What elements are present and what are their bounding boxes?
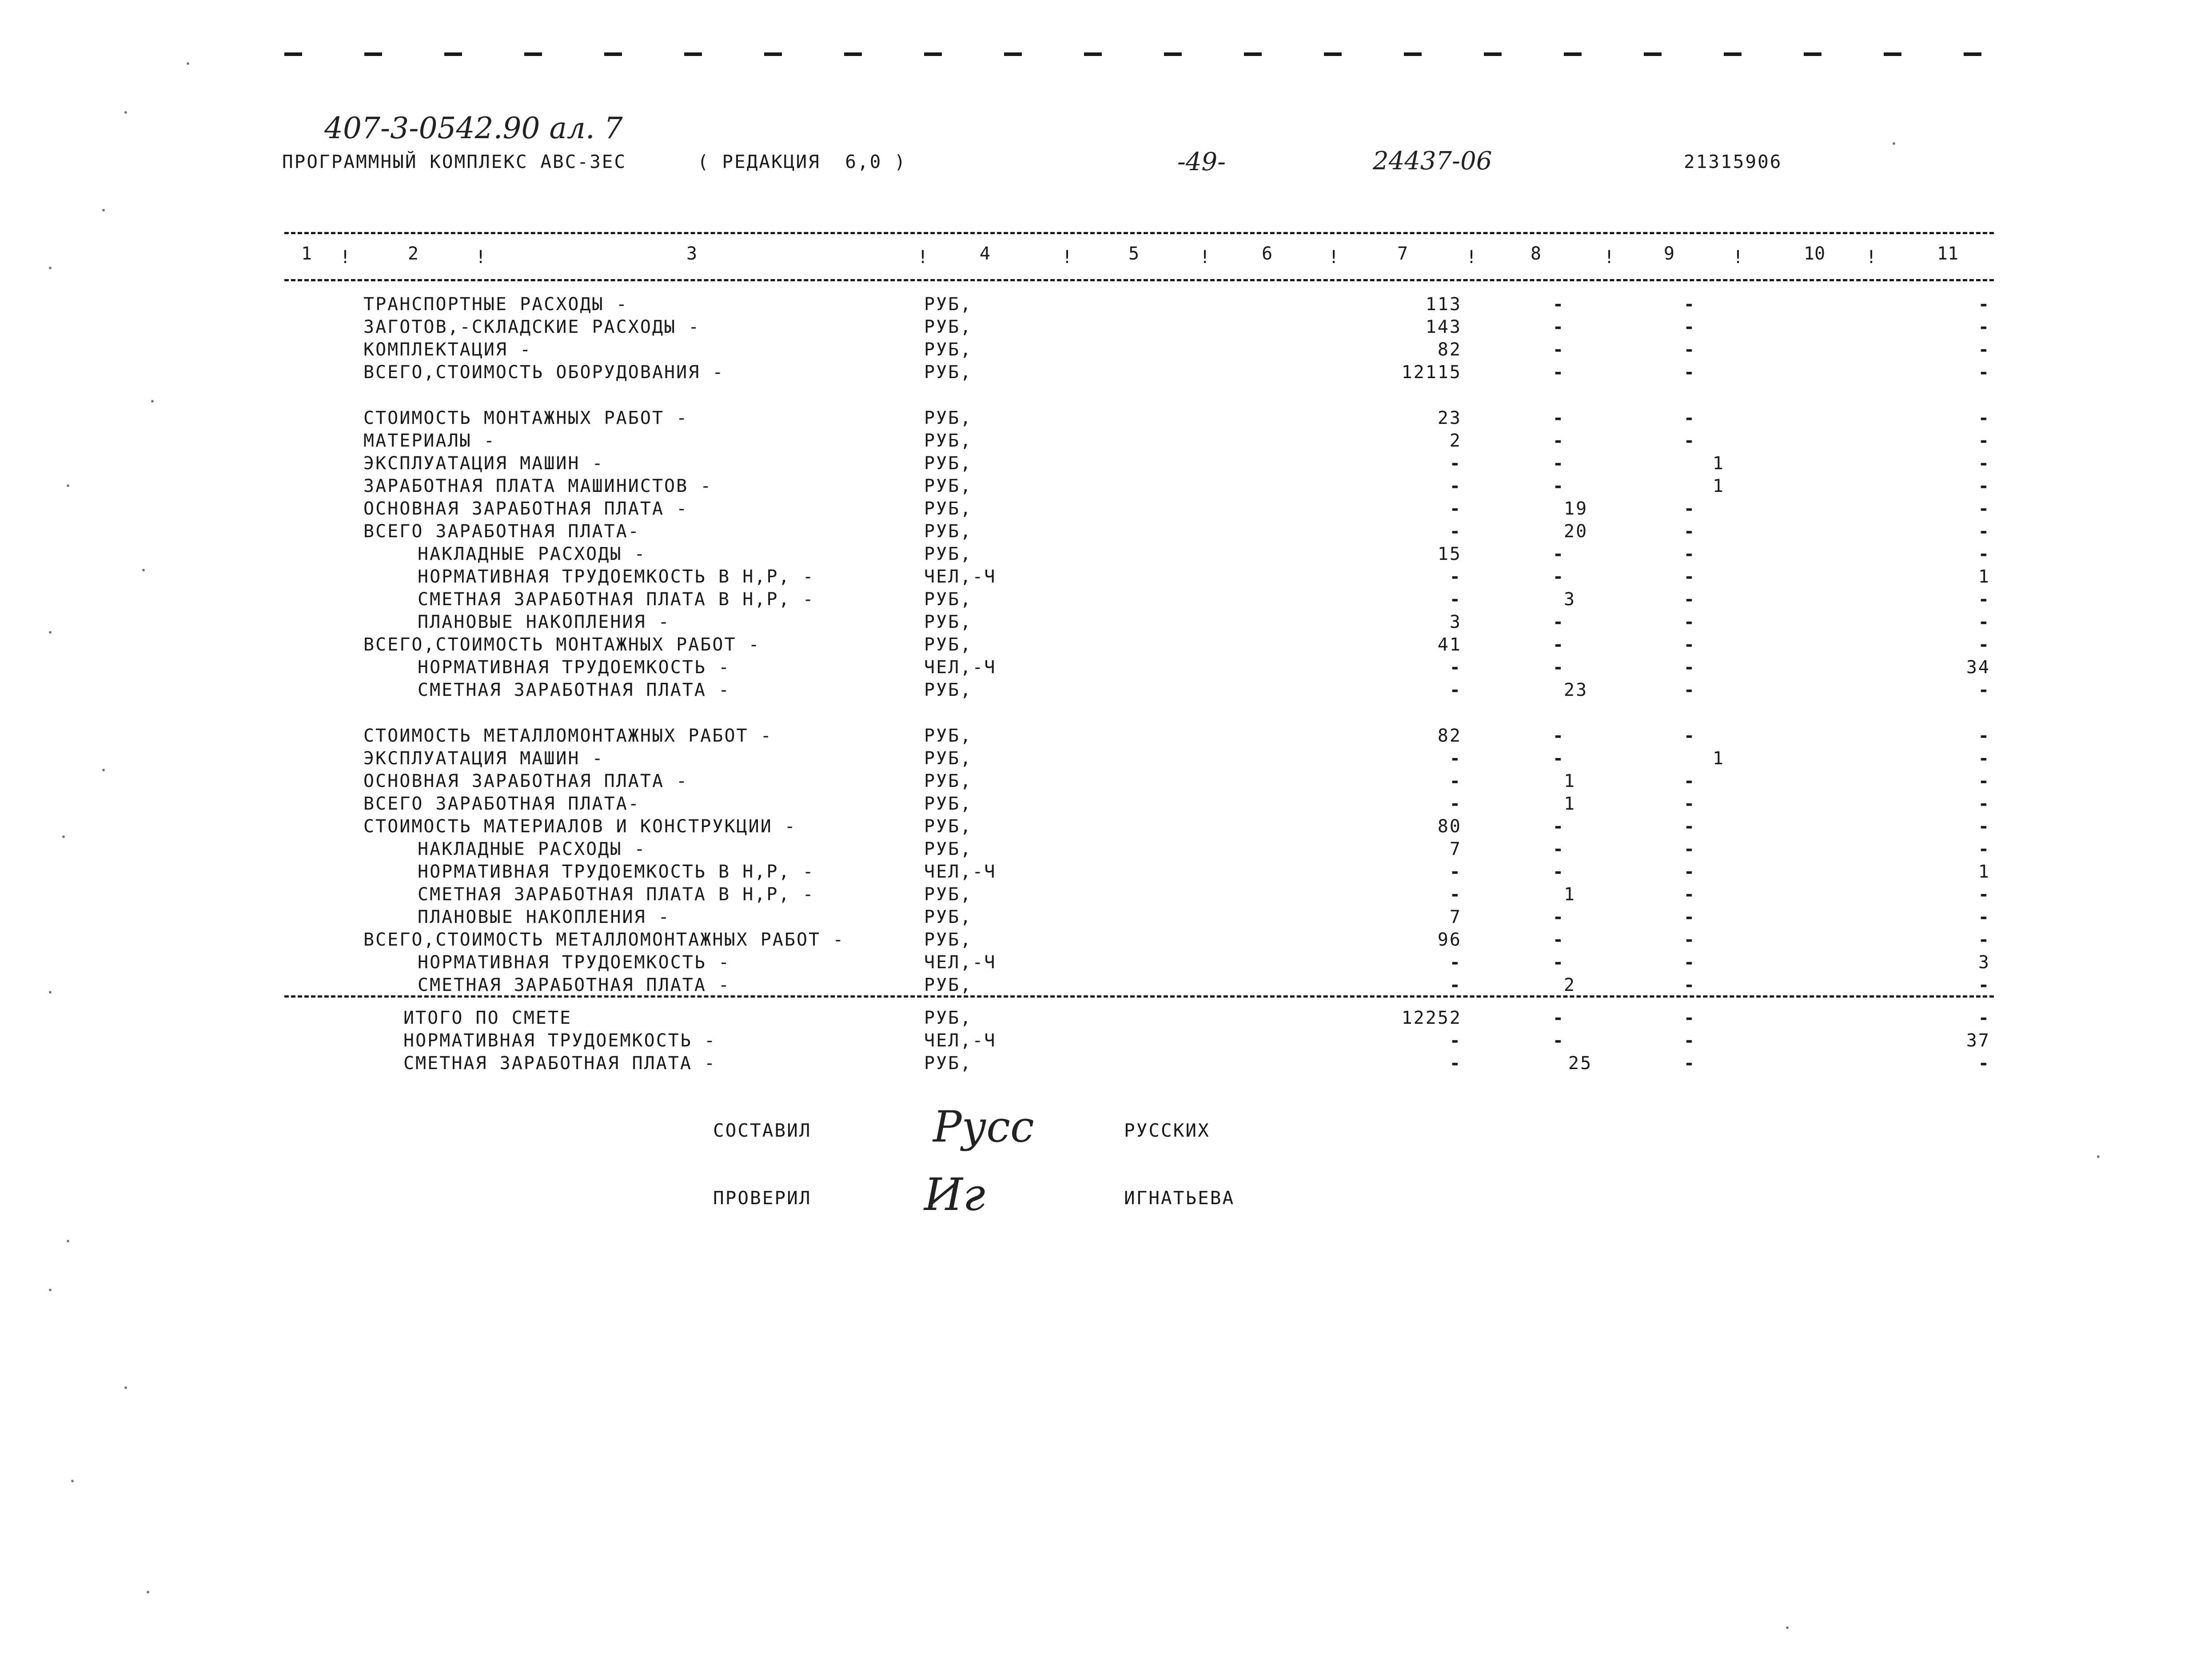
cell-col11: 1 — [1978, 567, 1990, 587]
cell-col9: - — [1684, 680, 1696, 700]
total-col7: - — [1449, 1030, 1462, 1051]
row-label: НОРМАТИВНАЯ ТРУДОЕМКОСТЬ В Н,Р, - — [418, 567, 815, 587]
row-unit: РУБ, — [924, 930, 972, 950]
cell-col9: 1 — [1713, 476, 1725, 496]
row-unit: РУБ, — [924, 408, 972, 428]
top-dash — [1564, 52, 1582, 56]
row-label: ПЛАНОВЫЕ НАКОПЛЕНИЯ - — [418, 612, 670, 632]
cell-col9: - — [1684, 294, 1696, 315]
row-label: ПЛАНОВЫЕ НАКОПЛЕНИЯ - — [418, 907, 670, 927]
row-label: ВСЕГО ЗАРАБОТНАЯ ПЛАТА- — [363, 794, 640, 814]
cell-col7: 113 — [1425, 294, 1462, 315]
cell-col9: 1 — [1713, 453, 1725, 474]
cell-col9: 1 — [1713, 748, 1725, 769]
cell-col9: - — [1684, 816, 1696, 837]
edition-label: ( РЕДАКЦИЯ 6,0 ) — [697, 151, 907, 172]
row-unit: РУБ, — [924, 612, 972, 632]
document-code: 21315906 — [1684, 151, 1782, 172]
cell-col7: - — [1449, 521, 1462, 542]
total-col7: - — [1449, 1053, 1462, 1074]
scan-speck — [1893, 142, 1895, 145]
cell-col9: - — [1684, 612, 1696, 632]
cell-col11: - — [1978, 839, 1990, 859]
scan-speck — [147, 1591, 149, 1593]
column-number: 3 — [686, 244, 697, 264]
top-dash — [764, 52, 782, 56]
total-col9: - — [1684, 1053, 1696, 1074]
cell-col7: - — [1449, 975, 1462, 995]
total-col9: - — [1684, 1030, 1696, 1051]
cell-col7: 15 — [1437, 544, 1462, 564]
cell-col8: - — [1553, 362, 1565, 383]
scan-speck — [124, 1386, 127, 1389]
top-dash — [1004, 52, 1022, 56]
total-label: НОРМАТИВНАЯ ТРУДОЕМКОСТЬ - — [403, 1030, 717, 1051]
column-separator: ! — [917, 247, 929, 268]
cell-col11: - — [1978, 453, 1990, 474]
row-unit: ЧЕЛ,-Ч — [924, 952, 996, 973]
cell-col9: - — [1684, 975, 1696, 995]
cell-col8: - — [1553, 657, 1565, 678]
top-dash — [364, 52, 382, 56]
row-unit: РУБ, — [924, 521, 972, 542]
cell-col9: - — [1684, 952, 1696, 973]
cell-col9: - — [1684, 339, 1696, 360]
column-number: 6 — [1262, 244, 1273, 264]
cell-col8: - — [1553, 907, 1565, 927]
row-unit: РУБ, — [924, 635, 972, 655]
cell-col8: - — [1553, 339, 1565, 360]
cell-col7: - — [1449, 952, 1462, 973]
cell-col9: - — [1684, 589, 1696, 610]
column-separator: ! — [1466, 247, 1477, 268]
row-unit: ЧЕЛ,-Ч — [924, 567, 996, 587]
cell-col11: - — [1978, 476, 1990, 496]
cell-col7: 143 — [1425, 317, 1462, 337]
row-label: ТРАНСПОРТНЫЕ РАСХОДЫ - — [363, 294, 628, 315]
cell-col8: 20 — [1564, 521, 1588, 542]
total-unit: РУБ, — [924, 1053, 972, 1074]
cell-col9: - — [1684, 431, 1696, 451]
cell-col11: - — [1978, 317, 1990, 337]
cell-col8: - — [1553, 294, 1565, 315]
top-dash — [1084, 52, 1102, 56]
cell-col7: - — [1449, 657, 1462, 678]
cell-col11: - — [1978, 884, 1990, 905]
row-unit: РУБ, — [924, 748, 972, 769]
total-col8: 25 — [1568, 1053, 1593, 1074]
column-separator: ! — [1604, 247, 1615, 268]
cell-col7: - — [1449, 794, 1462, 814]
cell-col11: - — [1978, 294, 1990, 315]
cell-col8: - — [1553, 567, 1565, 587]
top-dash — [284, 52, 302, 56]
row-unit: РУБ, — [924, 839, 972, 859]
total-col11: - — [1978, 1008, 1990, 1028]
cell-col11: - — [1978, 748, 1990, 769]
cell-col9: - — [1684, 544, 1696, 564]
cell-col8: - — [1553, 317, 1565, 337]
cell-col11: 3 — [1978, 952, 1990, 973]
cell-col8: 1 — [1564, 771, 1576, 791]
cell-col8: - — [1553, 862, 1565, 882]
cell-col7: - — [1449, 680, 1462, 700]
cell-col7: - — [1449, 567, 1462, 587]
row-unit: РУБ, — [924, 794, 972, 814]
total-unit: РУБ, — [924, 1008, 972, 1028]
row-label: СТОИМОСТЬ МОНТАЖНЫХ РАБОТ - — [363, 408, 689, 428]
compiled-by-label: СОСТАВИЛ — [713, 1120, 812, 1141]
row-unit: РУБ, — [924, 362, 972, 383]
row-label: ВСЕГО,СТОИМОСТЬ МЕТАЛЛОМОНТАЖНЫХ РАБОТ - — [363, 930, 845, 950]
cell-col9: - — [1684, 657, 1696, 678]
top-dash — [1804, 52, 1821, 56]
column-separator: ! — [1866, 247, 1877, 268]
cell-col11: - — [1978, 544, 1990, 564]
cell-col11: - — [1978, 612, 1990, 632]
cell-col7: - — [1449, 862, 1462, 882]
top-dash — [1164, 52, 1182, 56]
total-col9: - — [1684, 1008, 1696, 1028]
top-dash — [1244, 52, 1262, 56]
checked-by-name: ИГНАТЬЕВА — [1124, 1187, 1235, 1209]
cell-col7: 96 — [1437, 930, 1462, 950]
scan-speck — [142, 569, 145, 571]
cell-col7: 80 — [1437, 816, 1462, 837]
cell-col7: 2 — [1449, 431, 1462, 451]
cell-col11: - — [1978, 907, 1990, 927]
cell-col8: - — [1553, 930, 1565, 950]
cell-col9: - — [1684, 839, 1696, 859]
cell-col8: - — [1553, 612, 1565, 632]
row-unit: РУБ, — [924, 317, 972, 337]
row-unit: РУБ, — [924, 884, 972, 905]
scan-speck — [67, 1240, 69, 1242]
top-dash — [1964, 52, 1981, 56]
total-col11: 37 — [1966, 1030, 1990, 1051]
row-unit: РУБ, — [924, 339, 972, 360]
row-unit: ЧЕЛ,-Ч — [924, 862, 996, 882]
top-dash — [524, 52, 542, 56]
cell-col8: - — [1553, 726, 1565, 746]
cell-col8: - — [1553, 839, 1565, 859]
cell-col8: 23 — [1564, 680, 1588, 700]
total-col11: - — [1978, 1053, 1990, 1074]
cell-col9: - — [1684, 862, 1696, 882]
column-number: 9 — [1664, 244, 1675, 264]
scan-speck — [49, 631, 52, 634]
cell-col8: - — [1553, 952, 1565, 973]
row-label: НАКЛАДНЫЕ РАСХОДЫ - — [418, 544, 646, 564]
row-label: СМЕТНАЯ ЗАРАБОТНАЯ ПЛАТА - — [418, 975, 731, 995]
row-label: ВСЕГО ЗАРАБОТНАЯ ПЛАТА- — [363, 521, 640, 542]
row-label: ЗАГОТОВ,-СКЛАДСКИЕ РАСХОДЫ - — [363, 317, 701, 337]
cell-col8: - — [1553, 748, 1565, 769]
top-dash — [1404, 52, 1422, 56]
cell-col9: - — [1684, 362, 1696, 383]
total-unit: ЧЕЛ,-Ч — [924, 1030, 996, 1051]
row-label: НОРМАТИВНАЯ ТРУДОЕМКОСТЬ - — [418, 657, 731, 678]
cell-col11: - — [1978, 816, 1990, 837]
row-label: НОРМАТИВНАЯ ТРУДОЕМКОСТЬ В Н,Р, - — [418, 862, 815, 882]
row-label: ВСЕГО,СТОИМОСТЬ МОНТАЖНЫХ РАБОТ - — [363, 635, 761, 655]
cell-col11: - — [1978, 521, 1990, 542]
total-col8: - — [1553, 1008, 1565, 1028]
cell-col7: 12115 — [1401, 362, 1462, 383]
top-dash — [844, 52, 862, 56]
cell-col7: 7 — [1449, 839, 1462, 859]
row-label: СМЕТНАЯ ЗАРАБОТНАЯ ПЛАТА В Н,Р, - — [418, 589, 815, 610]
cell-col11: 34 — [1966, 657, 1990, 678]
top-dash — [1324, 52, 1342, 56]
scan-speck — [151, 400, 154, 403]
row-label: НОРМАТИВНАЯ ТРУДОЕМКОСТЬ - — [418, 952, 731, 973]
cell-col11: - — [1978, 975, 1990, 995]
cell-col11: - — [1978, 408, 1990, 428]
cell-col7: - — [1449, 476, 1462, 496]
handwritten-doc-number: 24437-06 — [1373, 147, 1492, 176]
row-unit: РУБ, — [924, 975, 972, 995]
row-unit: РУБ, — [924, 294, 972, 315]
row-unit: ЧЕЛ,-Ч — [924, 657, 996, 678]
row-unit: РУБ, — [924, 431, 972, 451]
top-dash — [444, 52, 462, 56]
cell-col8: - — [1553, 476, 1565, 496]
column-number: 11 — [1937, 244, 1959, 264]
cell-col11: - — [1978, 726, 1990, 746]
cell-col11: - — [1978, 771, 1990, 791]
cell-col7: 7 — [1449, 907, 1462, 927]
column-separator: ! — [340, 247, 351, 268]
scan-speck — [102, 769, 105, 771]
column-separator: ! — [475, 247, 486, 268]
row-label: СМЕТНАЯ ЗАРАБОТНАЯ ПЛАТА В Н,Р, - — [418, 884, 815, 905]
table-header-rule — [284, 279, 1994, 281]
column-separator: ! — [1062, 247, 1073, 268]
cell-col9: - — [1684, 317, 1696, 337]
cell-col8: - — [1553, 431, 1565, 451]
row-unit: РУБ, — [924, 589, 972, 610]
compiled-by-name: РУССКИХ — [1124, 1120, 1210, 1141]
column-separator: ! — [1200, 247, 1211, 268]
total-col8: - — [1553, 1030, 1565, 1051]
cell-col8: 19 — [1564, 499, 1588, 519]
row-label: СТОИМОСТЬ МАТЕРИАЛОВ И КОНСТРУКЦИИ - — [363, 816, 797, 837]
column-number: 8 — [1530, 244, 1542, 264]
scan-speck — [49, 991, 52, 994]
compiled-by-signature: Русс — [933, 1102, 1034, 1152]
cell-col7: 23 — [1437, 408, 1462, 428]
row-label: ОСНОВНАЯ ЗАРАБОТНАЯ ПЛАТА - — [363, 499, 689, 519]
row-label: ЭКСПЛУАТАЦИЯ МАШИН - — [363, 453, 604, 474]
scan-speck — [102, 209, 105, 212]
column-separator: ! — [1733, 247, 1744, 268]
cell-col8: 2 — [1564, 975, 1576, 995]
program-title: ПРОГРАММНЫЙ КОМПЛЕКС АВС-3ЕС — [282, 151, 627, 172]
cell-col7: - — [1449, 884, 1462, 905]
row-label: СМЕТНАЯ ЗАРАБОТНАЯ ПЛАТА - — [418, 680, 731, 700]
cell-col8: 1 — [1564, 884, 1576, 905]
column-separator: ! — [1328, 247, 1339, 268]
cell-col7: - — [1449, 771, 1462, 791]
scan-speck — [1786, 1626, 1789, 1629]
cell-col8: - — [1553, 453, 1565, 474]
cell-col11: - — [1978, 362, 1990, 383]
cell-col11: - — [1978, 930, 1990, 950]
column-number: 4 — [980, 244, 991, 264]
cell-col8: - — [1553, 408, 1565, 428]
row-unit: РУБ, — [924, 680, 972, 700]
cell-col7: 82 — [1437, 726, 1462, 746]
top-dash — [1884, 52, 1901, 56]
row-unit: РУБ, — [924, 453, 972, 474]
cell-col7: 82 — [1437, 339, 1462, 360]
row-unit: РУБ, — [924, 907, 972, 927]
column-number: 7 — [1397, 244, 1408, 264]
cell-col7: - — [1449, 589, 1462, 610]
cell-col11: - — [1978, 794, 1990, 814]
cell-col9: - — [1684, 521, 1696, 542]
row-unit: РУБ, — [924, 726, 972, 746]
checked-by-signature: Иг — [924, 1169, 985, 1221]
row-label: ВСЕГО,СТОИМОСТЬ ОБОРУДОВАНИЯ - — [363, 362, 725, 383]
total-label: ИТОГО ПО СМЕТЕ — [403, 1008, 572, 1028]
column-number: 2 — [408, 244, 419, 264]
row-label: ЭКСПЛУАТАЦИЯ МАШИН - — [363, 748, 604, 769]
cell-col7: 41 — [1437, 635, 1462, 655]
cell-col9: - — [1684, 408, 1696, 428]
cell-col9: - — [1684, 930, 1696, 950]
column-number: 10 — [1804, 244, 1825, 264]
scan-speck — [67, 484, 69, 487]
scan-speck — [62, 835, 65, 838]
row-label: ОСНОВНАЯ ЗАРАБОТНАЯ ПЛАТА - — [363, 771, 689, 791]
row-unit: РУБ, — [924, 771, 972, 791]
row-label: ЗАРАБОТНАЯ ПЛАТА МАШИНИСТОВ - — [363, 476, 713, 496]
top-dash — [1724, 52, 1742, 56]
totals-rule — [284, 995, 1994, 998]
cell-col8: - — [1553, 544, 1565, 564]
row-unit: РУБ, — [924, 499, 972, 519]
top-dash — [684, 52, 702, 56]
cell-col9: - — [1684, 771, 1696, 791]
scan-speck — [2097, 1155, 2100, 1158]
cell-col9: - — [1684, 726, 1696, 746]
top-dash — [1484, 52, 1502, 56]
row-label: КОМПЛЕКТАЦИЯ - — [363, 339, 532, 360]
scan-speck — [49, 267, 52, 269]
cell-col11: - — [1978, 431, 1990, 451]
cell-col8: 3 — [1564, 589, 1576, 610]
cell-col11: 1 — [1978, 862, 1990, 882]
cell-col9: - — [1684, 884, 1696, 905]
top-dash — [924, 52, 942, 56]
cell-col9: - — [1684, 794, 1696, 814]
scan-speck — [49, 1289, 52, 1291]
cell-col11: - — [1978, 339, 1990, 360]
cell-col11: - — [1978, 635, 1990, 655]
cell-col8: - — [1553, 816, 1565, 837]
scan-speck — [124, 111, 127, 114]
cell-col7: - — [1449, 748, 1462, 769]
row-label: СТОИМОСТЬ МЕТАЛЛОМОНТАЖНЫХ РАБОТ - — [363, 726, 773, 746]
cell-col7: - — [1449, 499, 1462, 519]
cell-col7: 3 — [1449, 612, 1462, 632]
cell-col11: - — [1978, 589, 1990, 610]
scan-speck — [187, 62, 189, 65]
top-dash — [604, 52, 622, 56]
row-unit: РУБ, — [924, 476, 972, 496]
cell-col8: 1 — [1564, 794, 1576, 814]
table-top-rule — [284, 232, 1994, 234]
row-label: МАТЕРИАЛЫ - — [363, 431, 496, 451]
cell-col8: - — [1553, 635, 1565, 655]
cell-col11: - — [1978, 499, 1990, 519]
cell-col11: - — [1978, 680, 1990, 700]
total-col7: 12252 — [1401, 1008, 1462, 1028]
column-number: 1 — [301, 244, 312, 264]
row-unit: РУБ, — [924, 816, 972, 837]
page-number: -49- — [1177, 148, 1226, 176]
handwritten-project-code: 407-3-0542.90 ал. 7 — [324, 111, 623, 145]
top-dash — [1644, 52, 1662, 56]
cell-col9: - — [1684, 499, 1696, 519]
row-unit: РУБ, — [924, 544, 972, 564]
row-label: НАКЛАДНЫЕ РАСХОДЫ - — [418, 839, 646, 859]
column-number: 5 — [1128, 244, 1140, 264]
cell-col9: - — [1684, 907, 1696, 927]
cell-col9: - — [1684, 635, 1696, 655]
cell-col7: - — [1449, 453, 1462, 474]
cell-col9: - — [1684, 567, 1696, 587]
checked-by-label: ПРОВЕРИЛ — [713, 1187, 812, 1209]
total-label: СМЕТНАЯ ЗАРАБОТНАЯ ПЛАТА - — [403, 1053, 717, 1074]
scan-speck — [71, 1480, 74, 1482]
